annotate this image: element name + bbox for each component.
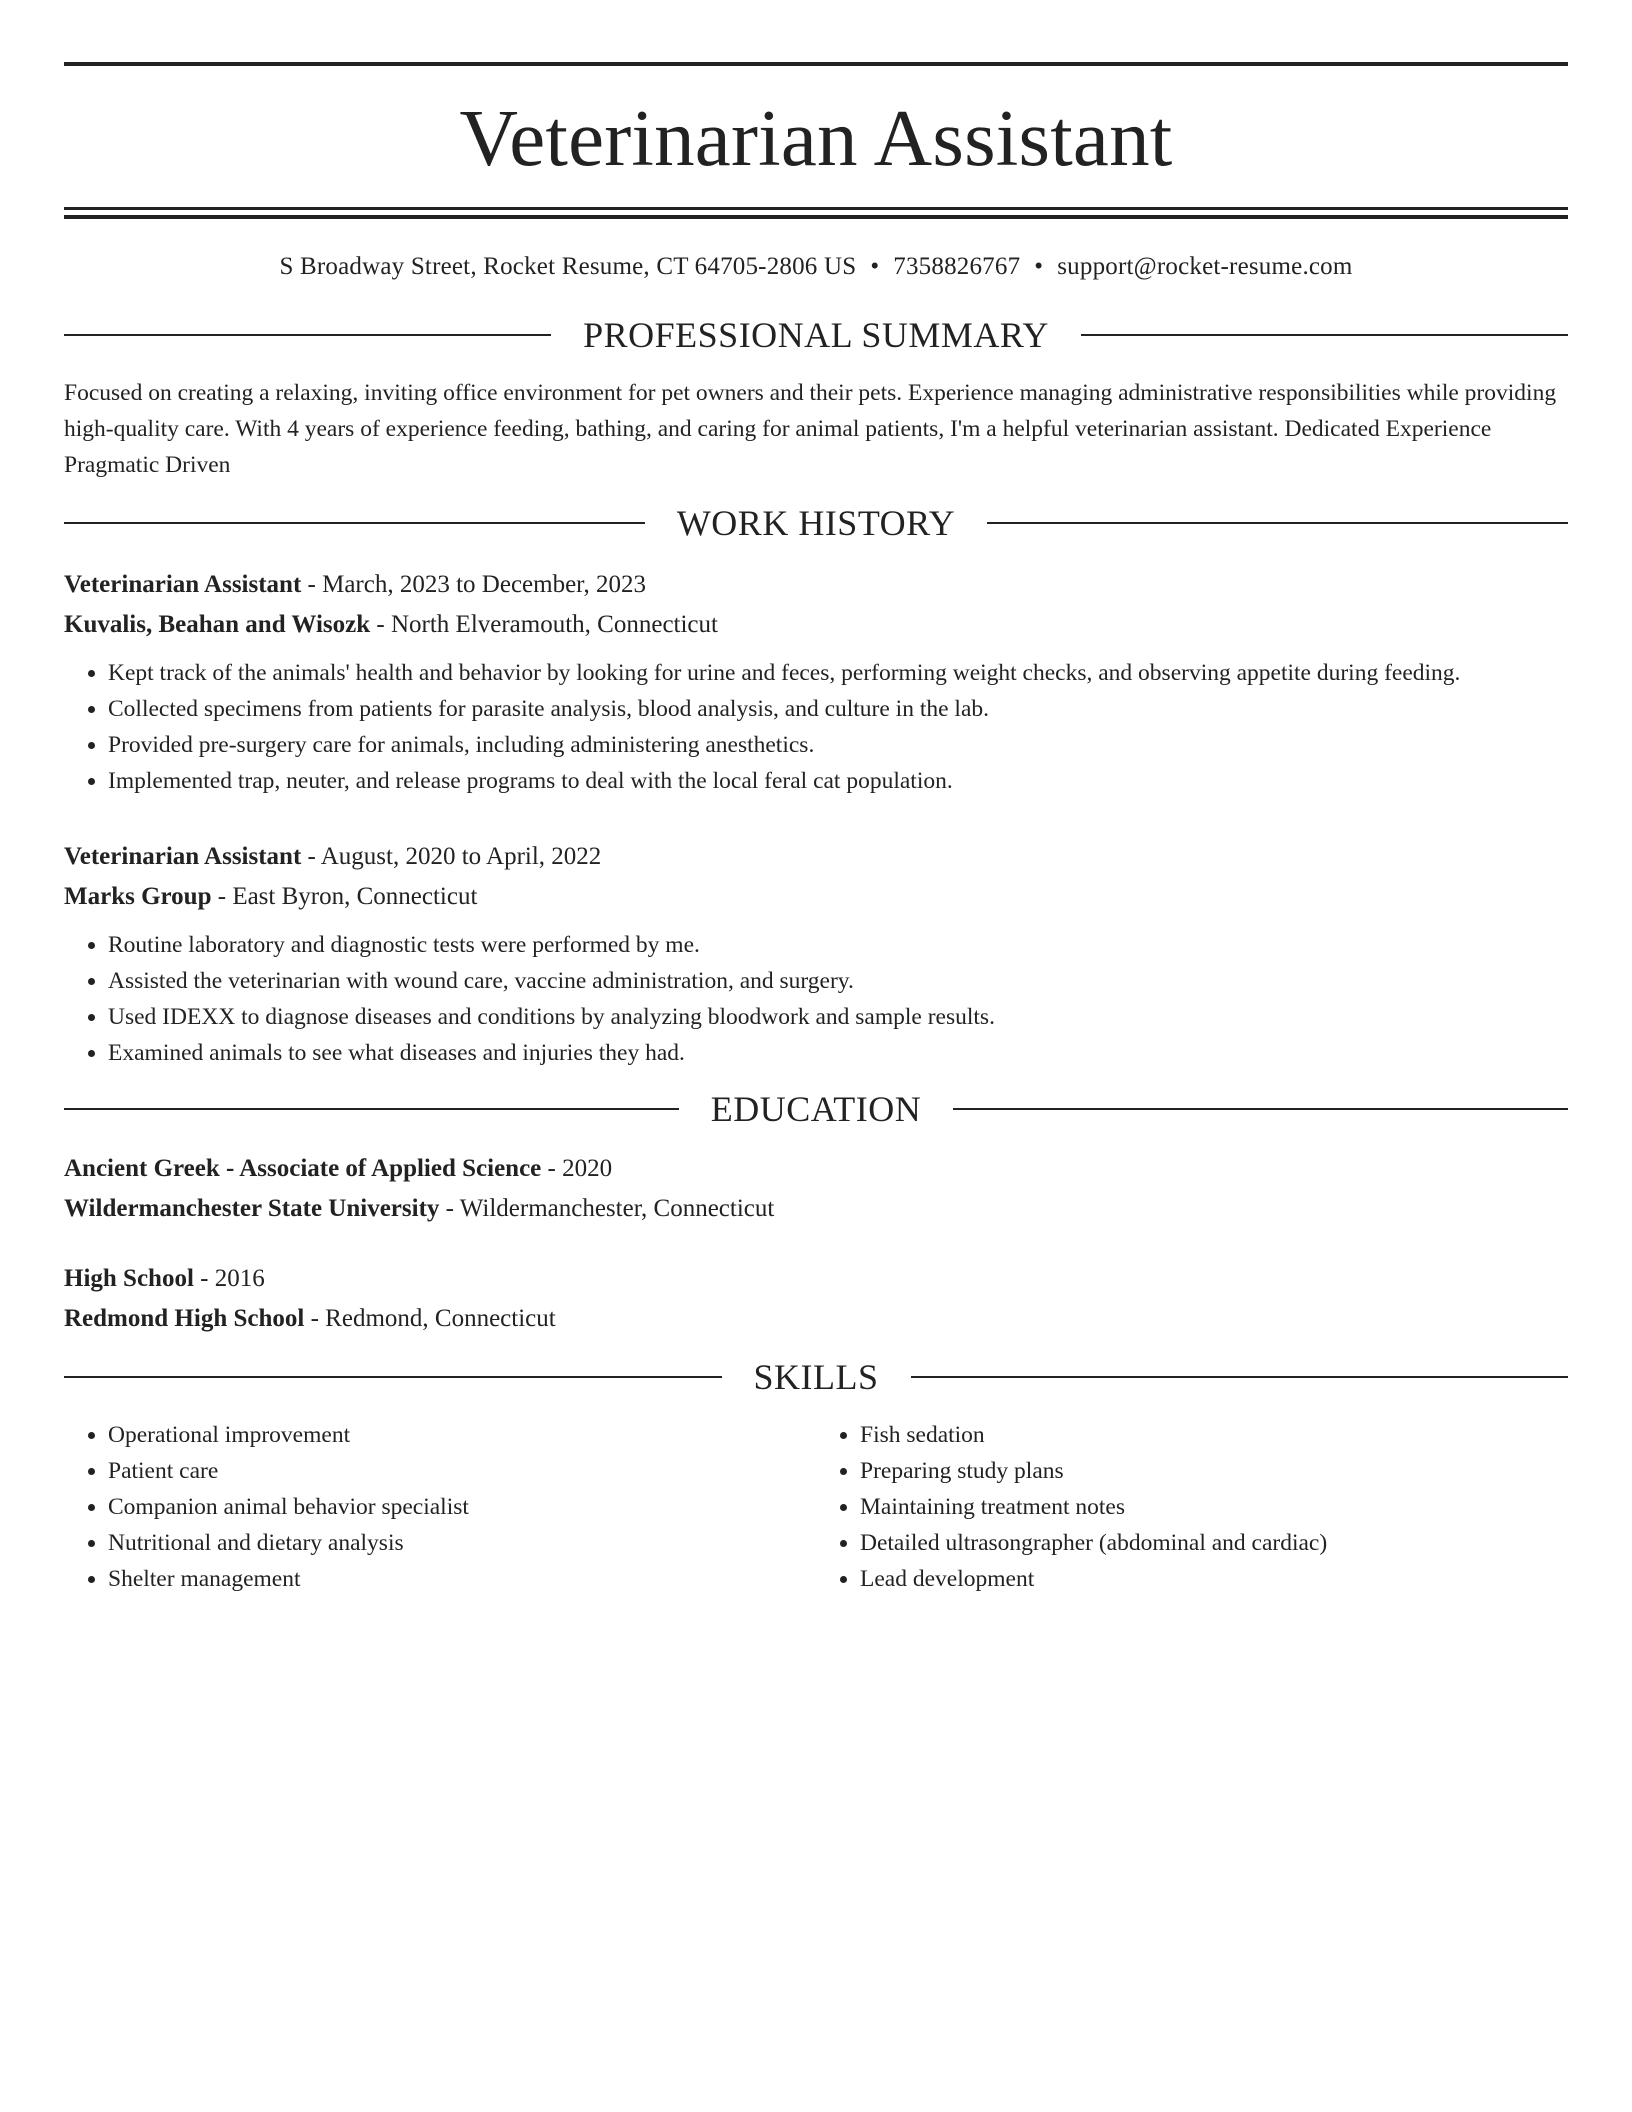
skill-item: • Preparing study plans bbox=[860, 1453, 1568, 1489]
contact-separator: • bbox=[870, 253, 880, 280]
skill-item: • Detailed ultrasongrapher (abdominal and cardiac) bbox=[860, 1525, 1568, 1561]
skill-item: • Operational improvement bbox=[108, 1417, 816, 1453]
contact-email: support@rocket-resume.com bbox=[1057, 253, 1353, 280]
job-bullet: • Kept track of the animals' health and behavior by looking for urine and feces, performing weight checks, and observing appetite during feeding. bbox=[108, 655, 1568, 691]
section-title: SKILLS bbox=[753, 1357, 879, 1397]
education-degree: High School bbox=[64, 1265, 194, 1292]
section-rule-left bbox=[64, 334, 551, 336]
education-entry bbox=[64, 1149, 1568, 1229]
job-company: Kuvalis, Beahan and Wisozk bbox=[64, 611, 371, 638]
section-rule-left bbox=[64, 1376, 722, 1378]
contact-line bbox=[64, 253, 1568, 281]
skills-grid bbox=[64, 1417, 1568, 1597]
skill-item: • Shelter management bbox=[108, 1561, 816, 1597]
skill-item: • Lead development bbox=[860, 1561, 1568, 1597]
skill-item: • Patient care bbox=[108, 1453, 816, 1489]
skill-item: • Maintaining treatment notes bbox=[860, 1489, 1568, 1525]
section-header-work bbox=[64, 505, 1568, 541]
education-year: 2020 bbox=[562, 1155, 613, 1182]
section-header-education bbox=[64, 1091, 1568, 1127]
job-bullets bbox=[64, 927, 1568, 1071]
education-location: Wildermanchester, Connecticut bbox=[459, 1195, 775, 1222]
skill-item: • Nutritional and dietary analysis bbox=[108, 1525, 816, 1561]
job-company-line: Kuvalis, Beahan and Wisozk - North Elveramouth, Connecticut bbox=[64, 611, 718, 638]
candidate-name: Veterinarian Assistant bbox=[459, 93, 1173, 183]
skills-list-left bbox=[64, 1417, 816, 1597]
section-header-summary bbox=[64, 317, 1568, 353]
education-school-line: Wildermanchester State University - Wildermanchester, Connecticut bbox=[64, 1195, 775, 1222]
education-school: Redmond High School bbox=[64, 1305, 305, 1332]
job-entry bbox=[64, 565, 1568, 799]
contact-phone: 7358826767 bbox=[893, 253, 1021, 280]
job-title: Veterinarian Assistant bbox=[64, 843, 302, 870]
skill-item: • Companion animal behavior specialist bbox=[108, 1489, 816, 1525]
section-rule-left bbox=[64, 522, 645, 524]
job-location: North Elveramouth, Connecticut bbox=[390, 611, 718, 638]
contact-address: S Broadway Street, Rocket Resume, CT 64705-2806 US bbox=[279, 253, 857, 280]
summary-text: Focused on creating a relaxing, inviting office environment for pet owners and their pets. Experience managing administrative responsibilities while providing high-quality care. With 4 years of experience feeding, bathing, and caring for animal patients, I'm a helpful veterinarian assistant. Dedicated Experience Pragmatic Driven bbox=[64, 380, 1557, 478]
section-rule-right bbox=[953, 1108, 1568, 1110]
education-location: Redmond, Connecticut bbox=[325, 1305, 556, 1332]
contact-separator: • bbox=[1034, 253, 1044, 280]
job-bullet: • Routine laboratory and diagnostic tests were performed by me. bbox=[108, 927, 1568, 963]
job-dates: March, 2023 to December, 2023 bbox=[322, 571, 647, 598]
job-dates: August, 2020 to April, 2022 bbox=[320, 843, 602, 870]
job-company: Marks Group bbox=[64, 883, 212, 910]
section-title: WORK HISTORY bbox=[676, 503, 956, 543]
education-degree-line: Ancient Greek - Associate of Applied Science - 2020 bbox=[64, 1155, 613, 1182]
job-bullet: • Used IDEXX to diagnose diseases and conditions by analyzing bloodwork and sample results. bbox=[108, 999, 1568, 1035]
name-double-rule bbox=[64, 207, 1568, 219]
education-entry bbox=[64, 1259, 1568, 1339]
education-school: Wildermanchester State University bbox=[64, 1195, 440, 1222]
education-year: 2016 bbox=[214, 1265, 265, 1292]
section-rule-right bbox=[911, 1376, 1569, 1378]
job-title-line: Veterinarian Assistant - August, 2020 to April, 2022 bbox=[64, 843, 602, 870]
skill-item: • Fish sedation bbox=[860, 1417, 1568, 1453]
section-title: EDUCATION bbox=[710, 1089, 922, 1129]
skills-list-right bbox=[816, 1417, 1568, 1597]
job-bullet: • Examined animals to see what diseases and injuries they had. bbox=[108, 1035, 1568, 1071]
section-title: PROFESSIONAL SUMMARY bbox=[583, 315, 1049, 355]
section-rule-left bbox=[64, 1108, 679, 1110]
job-title: Veterinarian Assistant bbox=[64, 571, 302, 598]
job-bullet: • Assisted the veterinarian with wound care, vaccine administration, and surgery. bbox=[108, 963, 1568, 999]
section-header-skills bbox=[64, 1359, 1568, 1395]
education-degree-line: High School - 2016 bbox=[64, 1265, 265, 1292]
job-bullet: • Collected specimens from patients for parasite analysis, blood analysis, and culture in the lab. bbox=[108, 691, 1568, 727]
education-degree: Ancient Greek - Associate of Applied Science bbox=[64, 1155, 542, 1182]
section-rule-right bbox=[987, 522, 1568, 524]
job-title-line: Veterinarian Assistant - March, 2023 to December, 2023 bbox=[64, 571, 647, 598]
job-bullets bbox=[64, 655, 1568, 799]
job-bullet: • Implemented trap, neuter, and release programs to deal with the local feral cat population. bbox=[108, 763, 1568, 799]
job-bullet: • Provided pre-surgery care for animals, including administering anesthetics. bbox=[108, 727, 1568, 763]
job-entry bbox=[64, 837, 1568, 1071]
section-rule-right bbox=[1081, 334, 1568, 336]
job-location: East Byron, Connecticut bbox=[232, 883, 478, 910]
job-company-line: Marks Group - East Byron, Connecticut bbox=[64, 883, 478, 910]
education-school-line: Redmond High School - Redmond, Connecticut bbox=[64, 1305, 556, 1332]
